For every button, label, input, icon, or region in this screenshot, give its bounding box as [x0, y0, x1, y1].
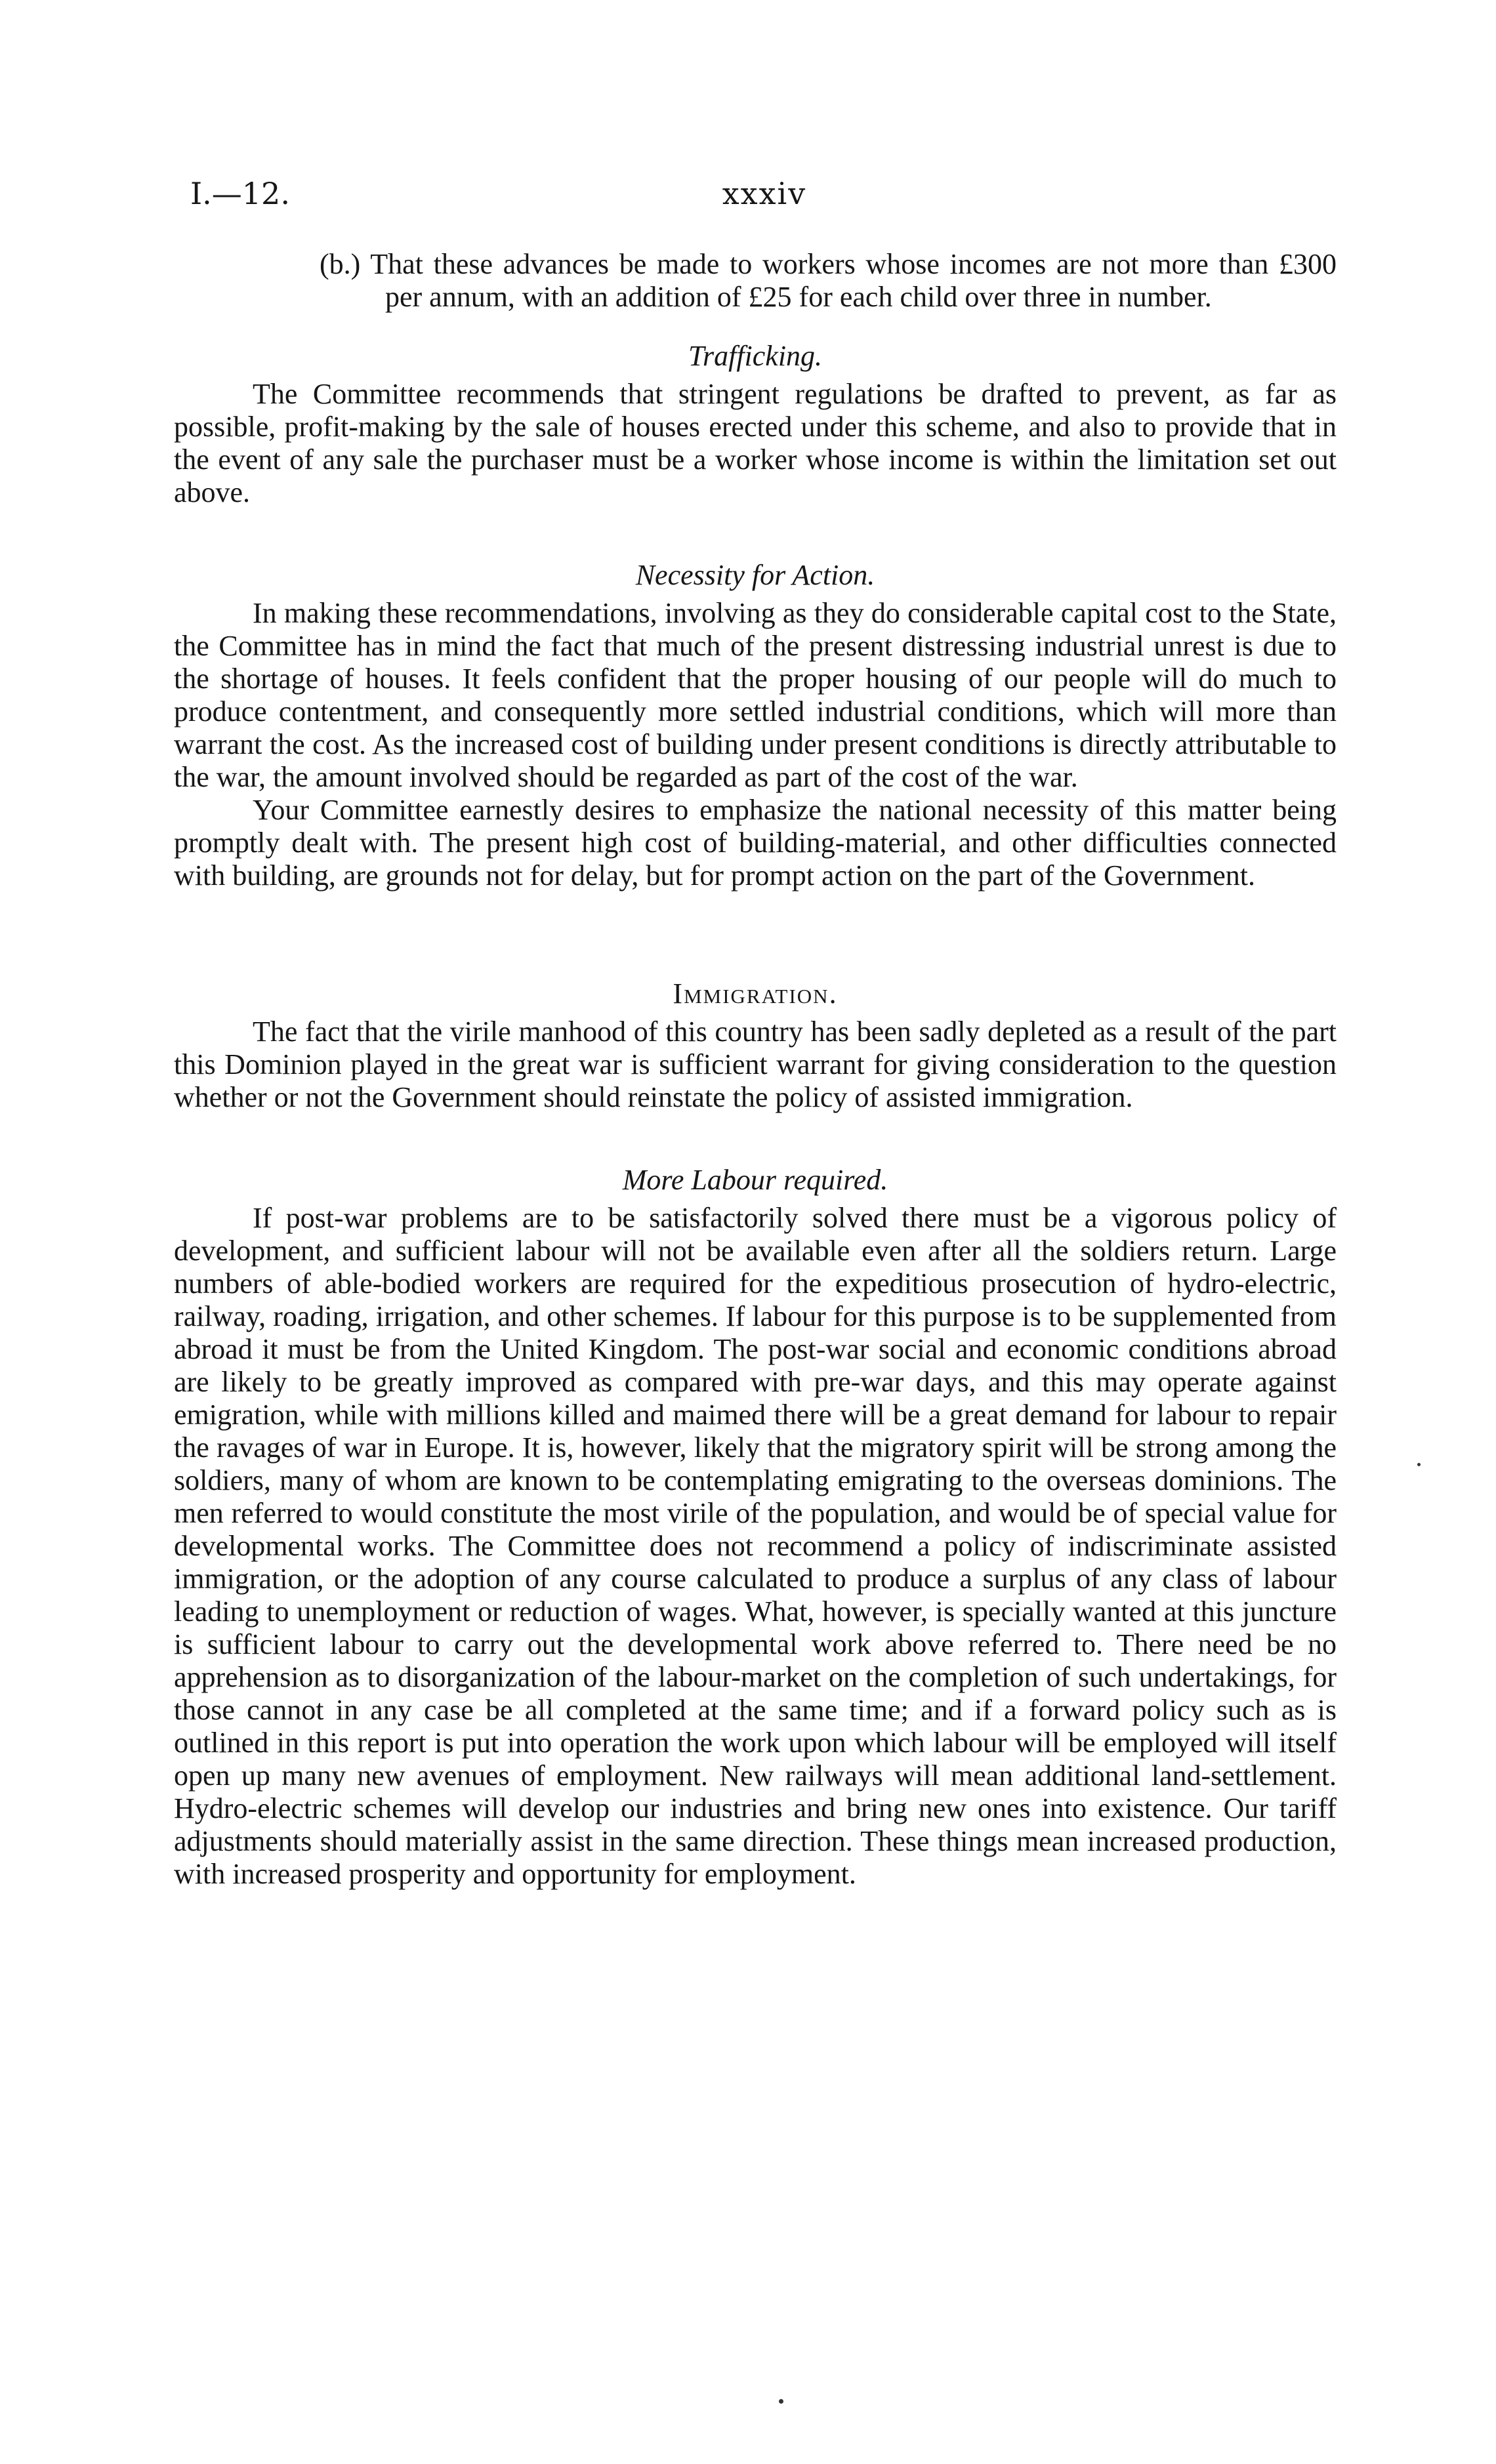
paragraph-immigration: The fact that the virile manhood of this country has been sadly depleted as a result of the part this Dominion played in the great war is sufficient warrant for giving consideration to the question whether or not the Government should reinstate the policy of assisted immigration.: [174, 1016, 1337, 1113]
paragraph-trafficking: The Committee recommends that stringent regulations be drafted to prevent, as far as possible, profit-making by the sale of houses erected under this scheme, and also to provide that in the event of any sale the purchaser must be a worker whose income is within the limitation set out above.: [174, 378, 1337, 508]
page-number: xxxiv: [722, 176, 807, 211]
heading-trafficking: Trafficking.: [688, 340, 823, 372]
document-reference: I.—12.: [190, 176, 290, 211]
heading-immigration: Immigration.: [673, 977, 838, 1010]
page-header: [190, 176, 1339, 222]
clause-b: (b.) That these advances be made to workers whose incomes are not more than £300 per annum, with an addition of £25 for each child over three in number.: [320, 248, 1337, 313]
paragraph-more-labour: If post-war problems are to be satisfactorily solved there must be a vigorous policy of development, and sufficient labour will not be available even after all the soldiers return. Large numbers of able-bodied workers are required for the expeditious prosecution of hydro-electric, railway, roading, irrigation, and other schemes. If labour for this purpose is to be supplemented from abroad it must be from the United Kingdom. The post-war social and economic conditions abroad are likely to be greatly improved as compared with pre-war days, and this may operate against emigration, while with millions killed and maimed there will be a great demand for labour to repair the ravages of war in Europe. It is, however, likely that the migratory spirit will be strong among the soldiers, many of whom are known to be contemplating emigrating to the overseas dominions. The men referred to would constitute the most virile of the population, and would be of special value for developmental works. The Committee does not recommend a policy of indiscriminate assisted immigration, or the adoption of any course calculated to produce a surplus of any class of labour leading to unemployment or reduction of wages. What, however, is specially wanted at this juncture is sufficient labour to carry out the developmental work above referred to. There need be no apprehension as to disorganization of the labour-market on the completion of such undertakings, for those cannot in any case be all completed at the same time; and if a forward policy such as is outlined in this report is put into operation the work upon which labour will be employed will itself open up many new avenues of employment. New railways will mean additional land-settlement. Hydro-electric schemes will develop our industries and bring new ones into existence. Our tariff adjustments should materially assist in the same direction. These things mean increased production, with increased prosperity and opportunity for employment.: [174, 1202, 1337, 1890]
document-body: [174, 248, 1337, 1891]
paragraph-necessity-2: Your Committee earnestly desires to emphasize the national necessity of this matter being promptly dealt with. The present high cost of building-material, and other difficulties connected with building, are grounds not for delay, but for prompt action on the part of the Government.: [174, 794, 1337, 892]
paragraph-necessity-1: In making these recommendations, involving as they do considerable capital cost to the State, the Committee has in mind the fact that much of the present distressing industrial unrest is due to the shortage of houses. It feels confident that the proper housing of our people will do much to produce contentment, and consequently more settled industrial conditions, which will more than warrant the cost. As the increased cost of building under present conditions is directly attributable to the war, the amount involved should be regarded as part of the cost of the war.: [174, 597, 1337, 793]
heading-more-labour-required: More Labour required.: [622, 1164, 888, 1196]
scan-speck: [779, 2399, 783, 2404]
heading-necessity-for-action: Necessity for Action.: [635, 559, 875, 591]
scan-speck: [1417, 1463, 1421, 1466]
